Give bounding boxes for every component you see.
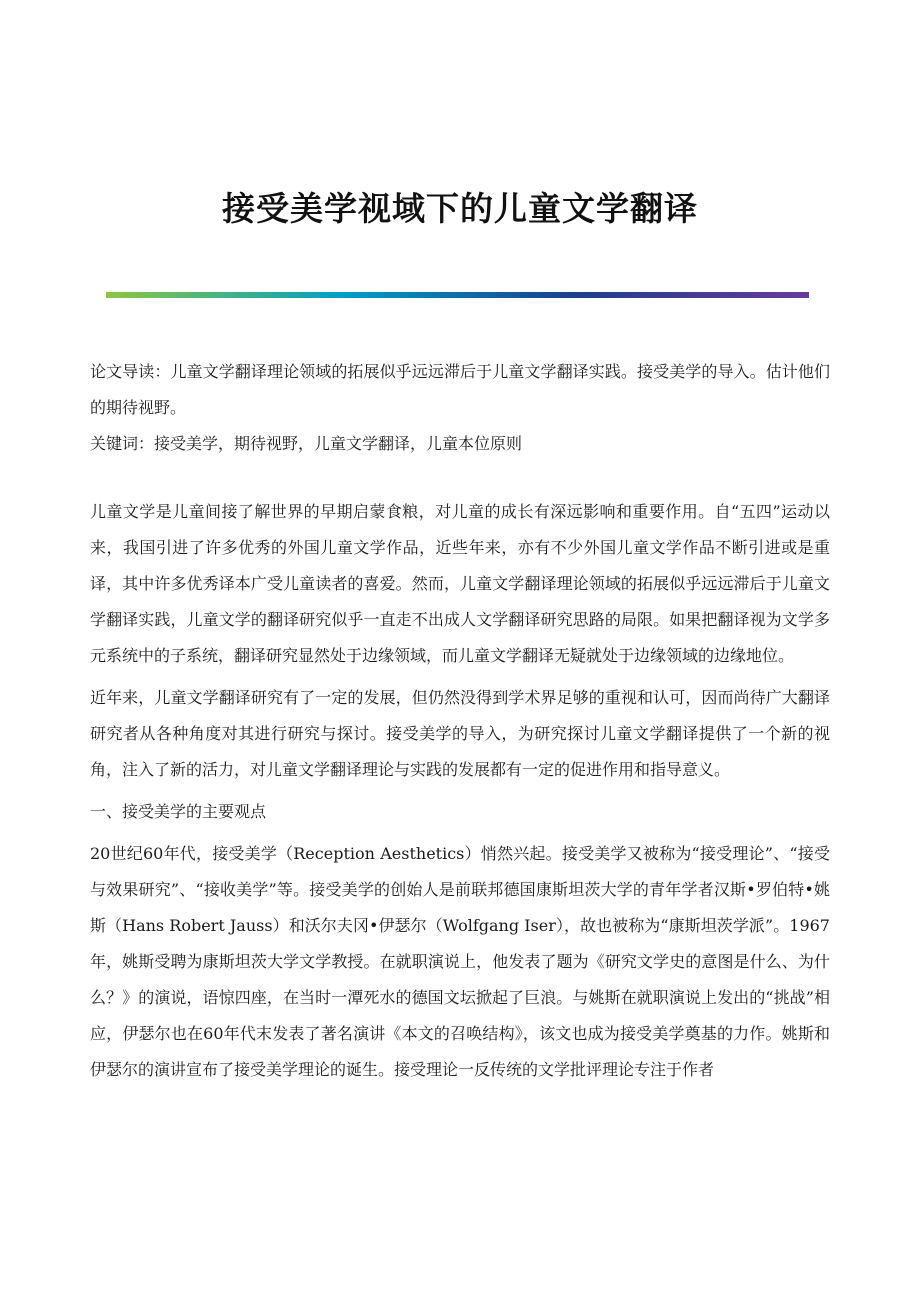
body-section [90, 494, 830, 1088]
abstract-keywords: 关键词：接受美学，期待视野，儿童文学翻译，儿童本位原则 [90, 434, 523, 453]
body-paragraph: 儿童文学是儿童间接了解世界的早期启蒙食粮，对儿童的成长有深远影响和重要作用。自“五四”运动以来，我国引进了许多优秀的外国儿童文学作品，近些年来，亦有不少外国儿童文学作品不断引进或是重译，其中许多优秀译本广受儿童读者的喜爱。然而，儿童文学翻译理论领域的拓展似乎远远滞后于儿童文学翻译实践，儿童文学的翻译研究似乎一直走不出成人文学翻译研究思路的局限。如果把翻译视为文学多元系统中的子系统，翻译研究显然处于边缘领域，而儿童文学翻译无疑就处于边缘领域的边缘地位。 [90, 502, 830, 665]
body-paragraph: 近年来，儿童文学翻译研究有了一定的发展，但仍然没得到学术界足够的重视和认可，因而尚待广大翻译研究者从各种角度对其进行研究与探讨。接受美学的导入，为研究探讨儿童文学翻译提供了一个新的视角，注入了新的活力，对儿童文学翻译理论与实践的发展都有一定的促进作用和指导意义。 [90, 688, 830, 779]
title-divider [106, 292, 809, 298]
body-paragraph: 20世纪60年代，接受美学（Reception Aesthetics）悄然兴起。接受美学又被称为“接受理论”、“接受与效果研究”、“接收美学”等。接受美学的创始人是前联邦德国康斯坦茨大学的青年学者汉斯•罗伯特•姚斯（Hans Robert Jauss）和沃尔夫冈•伊瑟尔（Wolfgang Iser），故也被称为“康斯坦茨学派”。1967年，姚斯受聘为康斯坦茨大学文学教授。在就职演说上，他发表了题为《研究文学史的意图是什么、为什么？》的演说，语惊四座，在当时一潭死水的德国文坛掀起了巨浪。与姚斯在就职演说上发出的“挑战”相应，伊瑟尔也在60年代末发表了著名演讲《本文的召唤结构》，该文也成为接受美学奠基的力作。姚斯和伊瑟尔的演讲宣布了接受美学理论的诞生。接受理论一反传统的文学批评理论专注于作者 [90, 844, 830, 1079]
section-heading: 一、接受美学的主要观点 [90, 802, 267, 821]
document-content [90, 354, 830, 1094]
abstract-section [90, 354, 830, 462]
document-title: 接受美学视域下的儿童文学翻译 [222, 189, 698, 228]
abstract-guide: 论文导读：儿童文学翻译理论领域的拓展似乎远远滞后于儿童文学翻译实践。接受美学的导入。估计他们的期待视野。 [90, 362, 830, 417]
